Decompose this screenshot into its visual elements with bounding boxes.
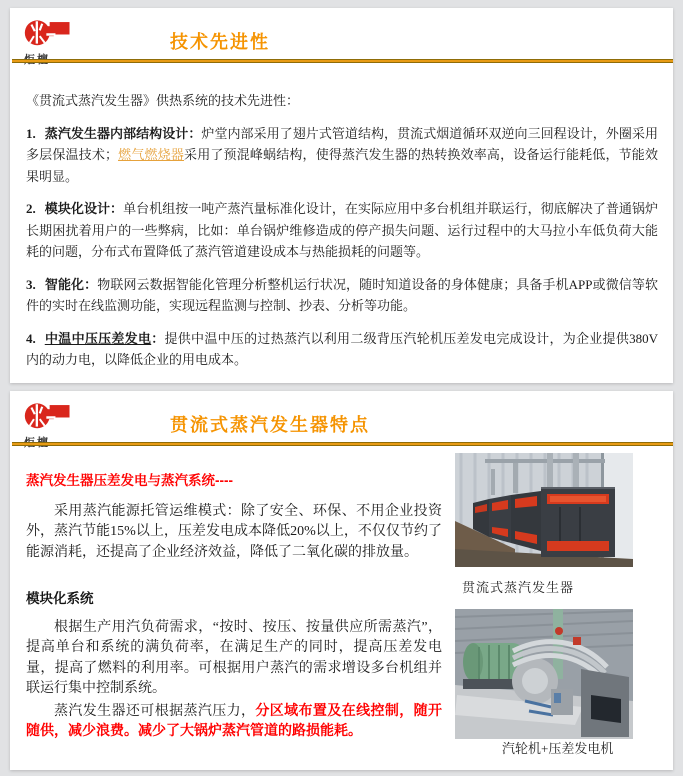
point-4: 4. 中温中压压差发电：提供中温中压的过热蒸汽以利用二级背压汽轮机压差发电完成设计，为企业提供380V内的动力电，以降低企业的用电成本。: [26, 330, 658, 367]
point-4-heading: 中温中压压差发电: [44, 330, 152, 346]
header-divider: [12, 59, 673, 63]
section3-text-black: 蒸汽发生器还可根据蒸汽压力，: [54, 703, 256, 719]
slide2-title: 贯流式蒸汽发生器特点: [170, 415, 370, 435]
company-logo-icon: [24, 399, 72, 431]
section3-text-red: 分区域布置及在线控制，随开随供，减少浪费。减少了大锅炉蒸汽管道的路损能耗。: [26, 703, 443, 739]
company-logo-icon: [24, 16, 72, 48]
section1-heading: 蒸汽发生器压差发电与蒸汽系统----: [26, 473, 233, 488]
point-3-number: 3.: [26, 276, 36, 292]
photo2-caption: 汽轮机+压差发电机: [502, 741, 614, 756]
section2-heading: 模块化系统: [26, 591, 94, 606]
steam-generators-photo: [455, 453, 633, 567]
point-2: 2. 模块化设计：单台机组按一吨产蒸汽量标准化设计，在实际应用中多台机组并联运行，彻底解决了普通锅炉长期困扰着用户的一些弊病，比如：单台锅炉维修造成的停产损失问题、运行过程中的大马拉小车低负荷大能耗的问题，分布式布置降低了蒸汽管道建设成本与热能损耗的问题等。: [26, 201, 658, 259]
section1-paragraph: 采用蒸汽能源托管运维模式：除了安全、环保、不用企业投资外，蒸汽节能15%以上，压差发电成本降低20%以上，不仅仅节约了能源消耗，还提高了企业经济效益，降低了二氧化碳的排放量。: [26, 503, 442, 560]
point-1-heading: 蒸汽发生器内部结构设计: [44, 125, 189, 141]
point-1: 1. 蒸汽发生器内部结构设计：炉堂内部采用了翅片式管道结构，贯流式烟道循环双逆向三回程设计，外圈采用多层保温技术；燃气燃烧器采用了预混峰蜗结构，使得蒸汽发生器的热转换效率高，设备运行能耗低，节能效果明显。: [26, 125, 658, 184]
point-2-number: 2.: [26, 201, 36, 216]
point-2-text: 单台机组按一吨产蒸汽量标准化设计，在实际应用中多台机组并联运行，彻底解决了普通锅炉长期困扰着用户的一些弊病，比如：单台锅炉维修造成的停产损失问题、运行过程中的大马拉小车低负荷大能耗的问题，分布式布置降低了蒸汽管道建设成本与热能损耗的问题等。: [26, 201, 658, 259]
slide2-text-column: [26, 467, 442, 745]
turbine-generator-photo: [455, 609, 633, 739]
point-3: 3. 智能化：物联网云数据智能化管理分析整机运行状况，随时知道设备的身体健康；具备手机APP或微信等软件的实时在线监测功能，实现远程监测与控制、抄表、分析等功能。: [26, 276, 658, 313]
slide1-intro: 《贯流式蒸汽发生器》供热系统的技术先进性：: [26, 93, 300, 108]
point-1-number: 1.: [26, 125, 36, 141]
point-1-text-after-link: 采用了预混峰蜗结构，使得蒸汽发生器的热转换效率高，设备运行能耗低，节能效果明显。: [26, 147, 658, 184]
section2-paragraph: 根据生产用汽负荷需求，“按时、按压、按量供应所需蒸汽”，提高单台和系统的满负荷率，在满足生产的同时，提高压差发电量，提高了燃料的利用率。可根据用户蒸汽的需求增设多台机组并联运行集中控制系统。: [26, 619, 442, 696]
point-2-heading: 模块化设计: [44, 201, 111, 216]
header-divider: [12, 442, 673, 446]
section3-paragraph: [26, 702, 442, 743]
point-4-number: 4.: [26, 330, 36, 346]
slide1-body: [26, 90, 658, 382]
slide-generator-features: [10, 391, 673, 770]
slide1-title: 技术先进性: [170, 32, 270, 52]
point-3-heading: 智能化: [44, 276, 85, 292]
point-4-text: 提供中温中压的过热蒸汽以利用二级背压汽轮机压差发电完成设计，为企业提供380V内的动力电，以降低企业的用电成本。: [26, 330, 658, 367]
gas-burner-link[interactable]: 燃气燃烧器: [118, 147, 185, 162]
photo1-caption: 贯流式蒸汽发生器: [462, 580, 575, 595]
slide-technical-advancement: [10, 8, 673, 383]
point-3-text: 物联网云数据智能化管理分析整机运行状况，随时知道设备的身体健康；具备手机APP或微信等软件的实时在线监测功能，实现远程监测与控制、抄表、分析等功能。: [26, 276, 658, 313]
point-1-text-before-link: 炉堂内部采用了翅片式管道结构，贯流式烟道循环双逆向三回程设计，外圈采用多层保温技术；: [26, 125, 658, 162]
